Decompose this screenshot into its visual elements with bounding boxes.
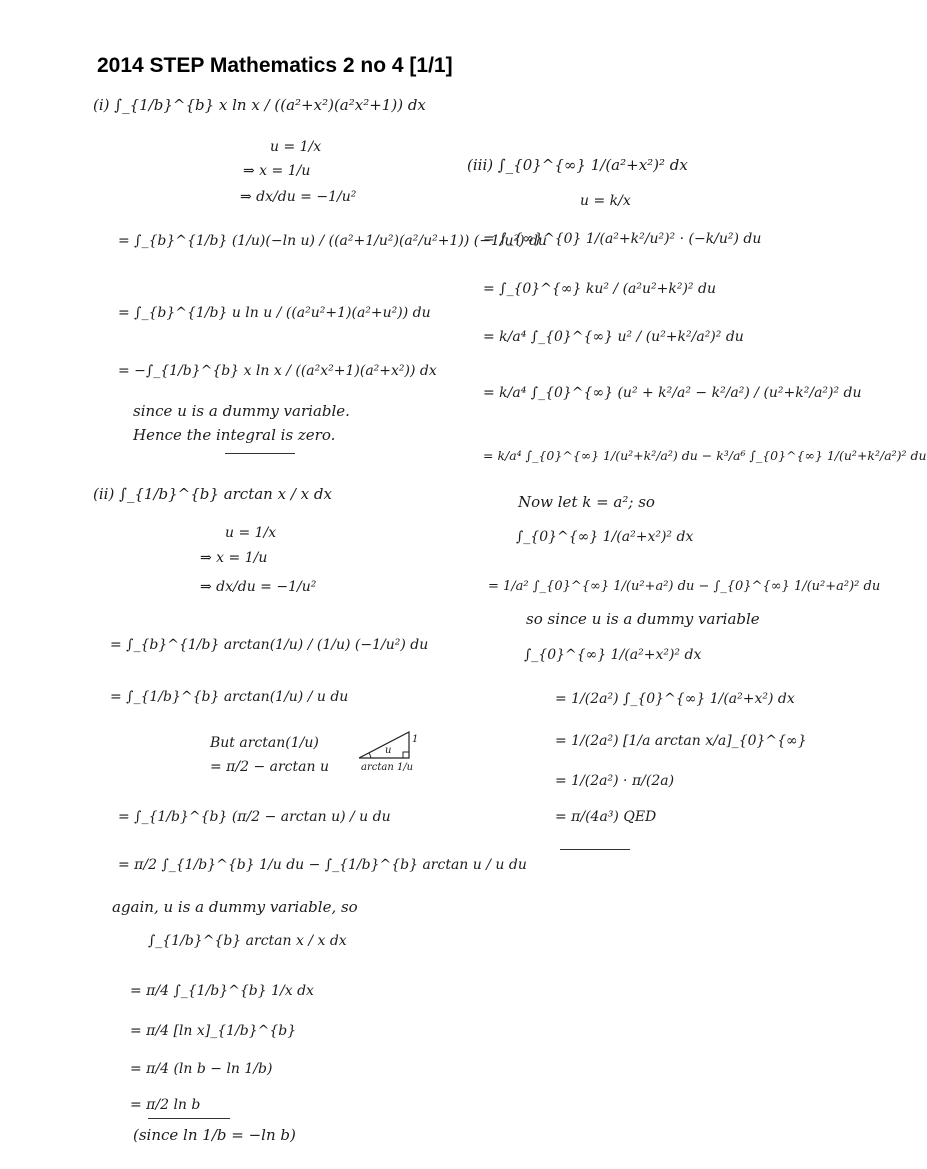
right-triangle-diagram	[357, 728, 417, 774]
part-ii-line: = π/4 [ln x]_{1/b}^{b}	[130, 1023, 297, 1039]
part-ii-line: again, u is a dummy variable, so	[112, 898, 358, 916]
part-iii-line: ∫_{0}^{∞} 1/(a²+x²)² dx	[524, 647, 702, 663]
part-iii-line: ∫_{0}^{∞} 1/(a²+x²)² dx	[516, 529, 694, 545]
part-ii-line: = π/4 ∫_{1/b}^{b} 1/x dx	[130, 983, 314, 999]
answer-underline	[148, 1118, 230, 1119]
part-iii-line: = k/a⁴ ∫_{0}^{∞} 1/(u²+k²/a²) du − k³/a⁶ ∫_{0}^{∞} 1/(u²+k²/a²)² du	[483, 448, 927, 463]
part-ii-line: = ∫_{b}^{1/b} arctan(1/u) / (1/u) (−1/u²) du	[110, 637, 429, 653]
part-ii-line: = ∫_{1/b}^{b} (π/2 − arctan u) / u du	[118, 809, 391, 825]
part-iii-line: = 1/a² ∫_{0}^{∞} 1/(u²+a²) du − ∫_{0}^{∞} 1/(u²+a²)² du	[488, 579, 881, 594]
triangle-base-label: u	[385, 745, 392, 756]
part-iii-line: = k/a⁴ ∫_{0}^{∞} u² / (u²+k²/a²)² du	[483, 329, 744, 345]
part-ii-line: = ∫_{1/b}^{b} arctan(1/u) / u du	[110, 689, 349, 705]
part-iii-line: = π/(4a³) QED	[555, 809, 657, 825]
part-iii-line: = ∫_{∞}^{0} 1/(a²+k²/u²)² · (−k/u²) du	[483, 231, 762, 247]
part-i-line: = ∫_{b}^{1/b} u ln u / ((a²u²+1)(a²+u²)) du	[118, 305, 431, 321]
part-iii-line: = 1/(2a²) [1/a arctan x/a]_{0}^{∞}	[555, 733, 807, 749]
part-ii-line: ∫_{1/b}^{b} arctan x / x dx	[148, 933, 347, 949]
part-ii-line: u = 1/x	[225, 525, 277, 541]
part-ii-line: = π/4 (ln b − ln 1/b)	[130, 1061, 273, 1077]
part-ii-line: ⇒ dx/du = −1/u²	[200, 579, 317, 595]
part-ii-line: = π/2 − arctan u	[210, 759, 329, 775]
part-iii-line: = 1/(2a²) · π/(2a)	[555, 773, 675, 789]
part-ii-line: (since ln 1/b = −ln b)	[133, 1126, 296, 1144]
part-iii-line: = 1/(2a²) ∫_{0}^{∞} 1/(a²+x²) dx	[555, 691, 795, 707]
page-title: 2014 STEP Mathematics 2 no 4 [1/1]	[97, 54, 453, 77]
part-ii-line: ⇒ x = 1/u	[200, 550, 268, 566]
part-iii-line: (iii) ∫_{0}^{∞} 1/(a²+x²)² dx	[467, 156, 688, 174]
triangle-angle-label: arctan 1/u	[361, 762, 414, 773]
part-iii-line: = ∫_{0}^{∞} ku² / (a²u²+k²)² du	[483, 281, 716, 297]
part-iii-line: so since u is a dummy variable	[526, 610, 760, 628]
part-i-line: u = 1/x	[270, 139, 322, 155]
part-ii-line: But arctan(1/u)	[210, 735, 319, 751]
part-i-line: (i) ∫_{1/b}^{b} x ln x / ((a²+x²)(a²x²+1)) dx	[93, 96, 426, 114]
part-iii-line: = k/a⁴ ∫_{0}^{∞} (u² + k²/a² − k²/a²) / (u²+k²/a²)² du	[483, 385, 862, 401]
part-iii-line: Now let k = a²; so	[518, 493, 655, 511]
part-i-line: Hence the integral is zero.	[133, 426, 336, 444]
triangle-side-label: 1	[412, 734, 419, 745]
part-i-line: since u is a dummy variable.	[133, 402, 350, 420]
section-divider	[225, 453, 295, 454]
part-i-line: = −∫_{1/b}^{b} x ln x / ((a²x²+1)(a²+x²)) dx	[118, 363, 437, 379]
part-iii-line: u = k/x	[580, 193, 631, 209]
part-ii-line: = π/2 ∫_{1/b}^{b} 1/u du − ∫_{1/b}^{b} arctan u / u du	[118, 857, 527, 873]
part-i-line: = ∫_{b}^{1/b} (1/u)(−ln u) / ((a²+1/u²)(a²/u²+1)) (−1/u²) du	[118, 233, 548, 249]
part-i-line: ⇒ x = 1/u	[243, 163, 311, 179]
part-ii-line: = π/2 ln b	[130, 1097, 201, 1113]
part-i-line: ⇒ dx/du = −1/u²	[240, 189, 357, 205]
part-ii-line: (ii) ∫_{1/b}^{b} arctan x / x dx	[93, 485, 332, 503]
section-divider	[560, 849, 630, 850]
